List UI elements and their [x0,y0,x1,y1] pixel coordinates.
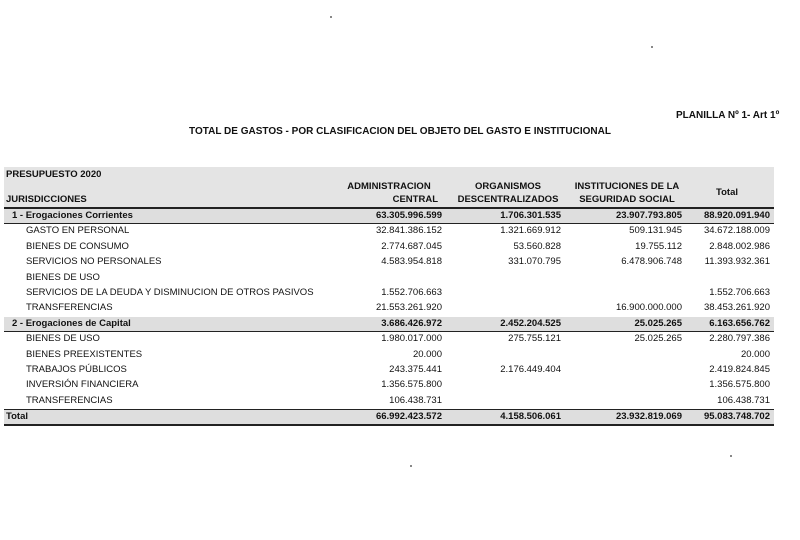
table-row [4,348,774,363]
row-label: BIENES PREEXISTENTES [26,348,143,360]
table-row [4,301,774,316]
cell-organismos: 4.158.506.061 [500,411,561,423]
col-seguridad-social-header: INSTITUCIONES DE LA SEGURIDAD SOCIAL [574,181,680,205]
table-row [4,378,774,393]
row-label: BIENES DE CONSUMO [26,240,129,252]
row-label: TRANSFERENCIAS [26,302,113,314]
capital-rows [4,332,774,409]
table-row [4,332,774,347]
row-label: GASTO EN PERSONAL [26,225,130,237]
document-title: TOTAL DE GASTOS - POR CLASIFICACION DEL OBJETO DEL GASTO E INSTITUCIONAL [189,126,611,137]
cell-administracion: 4.583.954.818 [381,256,442,268]
planilla-label: PLANILLA Nº 1- Art 1º [676,110,780,121]
cell-organismos: 1.321.669.912 [500,225,561,237]
cell-total: 38.453.261.920 [703,302,770,314]
col-total-header: Total [716,187,738,198]
cell-total: 95.083.748.702 [703,411,770,423]
cell-total: 11.393.932.361 [704,256,770,268]
row-label: 1 - Erogaciones Corrientes [12,210,133,221]
cell-organismos: 53.560.828 [513,240,561,252]
corrientes-rows [4,224,774,316]
cell-administracion: 1.980.017.000 [381,333,442,345]
cell-seguridad-social: 16.900.000.000 [615,302,682,314]
table-row [4,271,774,286]
cell-administracion: 63.305.996.599 [375,210,442,221]
cell-total: 34.672.188.009 [703,225,770,237]
table-row [4,255,774,270]
cell-total: 88.920.091.940 [703,210,770,221]
row-label: TRABAJOS PÚBLICOS [26,363,127,375]
group-row-capital [4,317,774,332]
cell-seguridad-social: 25.025.265 [634,333,682,345]
scan-speck [410,465,412,467]
row-label: BIENES DE USO [26,271,100,283]
cell-organismos: 2.176.449.404 [500,363,561,375]
cell-organismos: 275.755.121 [508,333,561,345]
col-administracion-header: ADMINISTRACION CENTRAL [347,181,438,205]
table-row [4,363,774,378]
cell-administracion: 106.438.731 [389,394,442,406]
row-label: 2 - Erogaciones de Capital [12,317,131,329]
table-row [4,224,774,239]
cell-administracion: 3.686.426.972 [381,317,442,329]
cell-seguridad-social: 509.131.945 [629,225,682,237]
total-row [4,409,774,426]
cell-administracion: 21.553.261.920 [375,302,442,314]
cell-administracion: 1.552.706.663 [381,286,442,298]
scan-speck [651,46,653,48]
row-label: Total [6,411,28,423]
cell-total: 1.552.706.663 [709,286,770,298]
cell-total: 6.163.656.762 [709,317,770,329]
cell-seguridad-social: 25.025.265 [634,317,682,329]
cell-administracion: 1.356.575.800 [381,379,442,391]
cell-organismos: 1.706.301.535 [500,210,561,221]
year-label: PRESUPUESTO 2020 [6,169,102,180]
cell-seguridad-social: 19.755.112 [635,240,682,252]
group-row-corrientes [4,208,774,224]
table-row [4,240,774,255]
scan-speck [730,455,732,457]
cell-total: 20.000 [740,348,770,360]
table-row [4,394,774,409]
cell-organismos: 331.070.795 [508,256,561,268]
cell-administracion: 243.375.441 [389,363,442,375]
cell-administracion: 20.000 [412,348,442,360]
col-organismos-header: ORGANISMOS DESCENTRALIZADOS [457,181,559,205]
cell-organismos: 2.452.204.525 [500,317,561,329]
table-header [4,167,774,208]
cell-administracion: 2.774.687.045 [381,240,442,252]
cell-seguridad-social: 23.907.793.805 [615,210,682,221]
row-label: TRANSFERENCIAS [26,394,113,406]
budget-table [4,167,774,426]
cell-total: 1.356.575.800 [709,379,770,391]
table-row [4,286,774,301]
cell-total: 2.419.824.845 [709,363,770,375]
cell-administracion: 32.841.386.152 [375,225,442,237]
row-label: SERVICIOS DE LA DEUDA Y DISMINUCION DE OTROS PASIVOS [26,286,314,298]
cell-total: 2.848.002.986 [709,240,770,252]
scan-speck [330,16,332,18]
cell-total: 106.438.731 [717,394,770,406]
cell-seguridad-social: 6.478.906.748 [621,256,682,268]
row-label: SERVICIOS NO PERSONALES [26,256,162,268]
jurisdicciones-label: JURISDICCIONES [6,194,87,205]
row-label: BIENES DE USO [26,333,100,345]
row-label: INVERSIÓN FINANCIERA [26,379,139,391]
cell-administracion: 66.992.423.572 [375,411,442,423]
cell-total: 2.280.797.386 [709,333,770,345]
cell-seguridad-social: 23.932.819.069 [615,411,682,423]
